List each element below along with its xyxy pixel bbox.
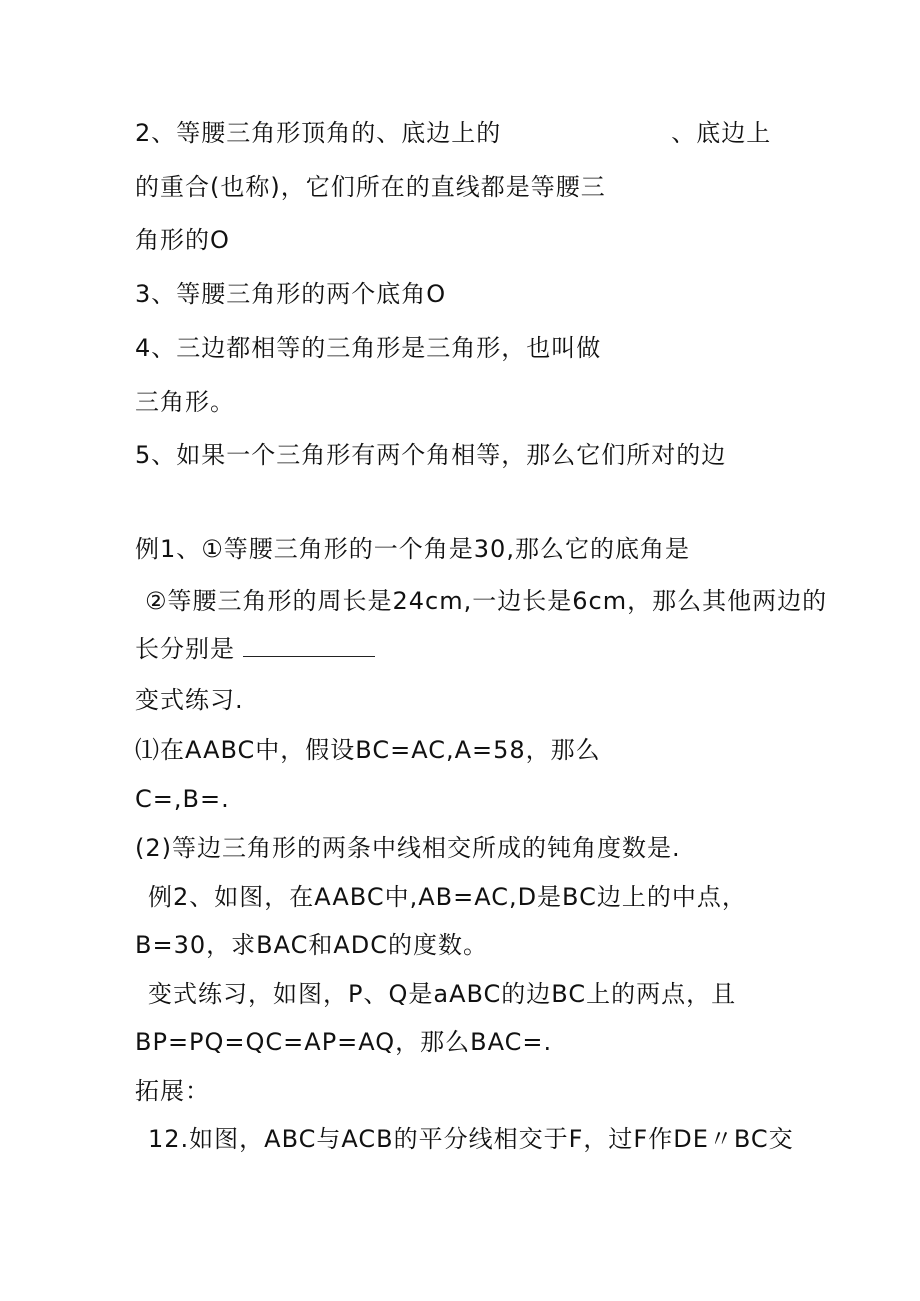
exercise-3-line-1: 变式练习，如图，P、Q是aABC的边BC上的两点，且	[148, 980, 737, 1008]
text-line-6: 三角形。	[135, 388, 235, 416]
example-2-line-2: B=30，求BAC和ADC的度数。	[135, 931, 488, 959]
text-line-4: 3、等腰三角形的两个底角O	[135, 280, 447, 308]
text-line-5: 4、三边都相等的三角形是三角形，也叫做	[135, 334, 602, 362]
example-1-line-3	[135, 634, 375, 664]
text-line-1-part-a: 2、等腰三角形顶角的、底边上的	[135, 119, 502, 147]
example-1-line-3-text: 长分别是	[135, 635, 235, 663]
text-line-1-part-b: 、底边上	[671, 119, 772, 147]
exercise-1-line-2: C=,B=.	[135, 785, 230, 813]
text-line-2: 的重合(也称)，它们所在的直线都是等腰三	[135, 173, 606, 201]
exercise-1-line-1: ⑴在AABC中，假设BC=AC,A=58，那么	[135, 736, 601, 764]
exercise-heading: 变式练习.	[135, 686, 244, 714]
text-line-7: 5、如果一个三角形有两个角相等，那么它们所对的边	[135, 441, 727, 469]
answer-blank	[243, 636, 375, 657]
exercise-3-line-2: BP=PQ=QC=AP=AQ，那么BAC=.	[135, 1028, 553, 1056]
text-line-3: 角形的O	[135, 226, 230, 254]
text-line-1	[135, 118, 771, 148]
exercise-2-line: (2)等边三角形的两条中线相交所成的钝角度数是.	[135, 834, 681, 862]
extension-problem-12: 12.如图，ABC与ACB的平分线相交于F，过F作DE〃BC交	[148, 1125, 794, 1153]
extension-heading: 拓展：	[135, 1077, 210, 1105]
example-2-line-1: 例2、如图，在AABC中,AB=AC,D是BC边上的中点，	[148, 883, 747, 911]
example-1-line-1: 例1、①等腰三角形的一个角是30,那么它的底角是	[135, 535, 690, 563]
example-1-line-2: ②等腰三角形的周长是24cm,一边长是6cm，那么其他两边的	[145, 587, 828, 615]
